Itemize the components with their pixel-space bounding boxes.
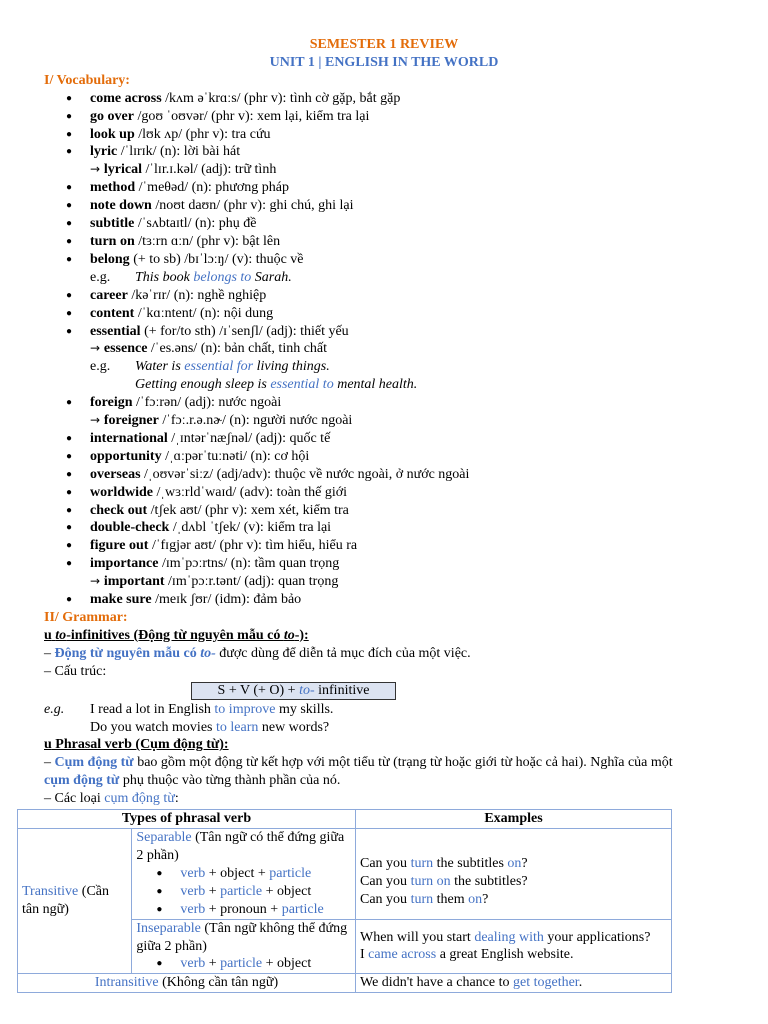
to-infinitives-heading: u to-infinitives (Động từ nguyên mẫu có to-):	[44, 627, 309, 643]
vocab-item: → important /ɪmˈpɔːr.tənt/ (adj): quan trọng	[90, 574, 339, 590]
list-item: ● verb + object + particle	[180, 865, 351, 883]
vocab-item: ● international /ˌɪntərˈnæʃnəl/ (adj): quốc tế	[90, 430, 768, 448]
vocab-item: → essence /ˈes.əns/ (n): bản chất, tinh chất	[90, 341, 328, 357]
vocabulary-list	[0, 90, 768, 269]
vocab-item: ● importance /ɪmˈpɔːrtns/ (n): tầm quan trọng	[90, 555, 768, 573]
inseparable-patterns	[136, 955, 351, 973]
structure-label: – Cấu trúc:	[44, 663, 107, 679]
vocab-item: ● foreign /ˈfɔːrən/ (adj): nước ngoài	[90, 394, 768, 412]
vocab-item: ● look up /lʊk ʌp/ (phr v): tra cứu	[90, 126, 768, 144]
vocab-item: ● go over /goʊ ˈoʊvər/ (phr v): xem lại, kiểm tra lại	[90, 108, 768, 126]
phrasal-verb-definition-2: cụm động từ phụ thuộc vào từng thành phần của nó.	[44, 773, 341, 789]
phrasal-verb-definition: – Cụm động từ bao gồm một động từ kết hợp với một tiểu từ (trạng từ hoặc giới từ hoặc cả hai). Nghĩa của một	[44, 755, 673, 771]
grammar-heading: II/ Grammar:	[44, 610, 128, 625]
vocab-item: ● check out /tʃek aʊt/ (phr v): xem xét, kiểm tra	[90, 502, 768, 520]
list-item: ● verb + particle + object	[180, 883, 351, 901]
separable-cell: Separable (Tân ngữ có thể đứng giữa 2 phần) ● verb + object + particle ● verb + particle + object ● verb + pronoun + particle	[132, 829, 356, 920]
phrasal-verb-table	[17, 809, 672, 993]
example-essential: e.g. Water is essential for living things. Getting enough sleep is essential to mental health.	[90, 359, 418, 393]
unit-title: UNIT 1 | ENGLISH IN THE WORLD	[269, 54, 499, 70]
formula-box: S + V (+ O) + to- infinitive	[191, 682, 396, 700]
vocab-item: ● lyric /ˈlɪrɪk/ (n): lời bài hát	[90, 143, 768, 161]
vocab-item: → foreigner /ˈfɔː.r.ə.nɚ/ (n): người nước ngoài	[90, 413, 353, 429]
vocab-item: ● make sure /meɪk ʃʊr/ (idm): đảm bảo	[90, 591, 768, 609]
intransitive-example-cell: We didn't have a chance to get together.	[356, 974, 672, 993]
example-line: Can you turn them on?	[360, 891, 489, 907]
arrow-right-icon: →	[90, 162, 104, 177]
vocab-item: ● overseas /ˌoʊvərˈsiːz/ (adj/adv): thuộc về nước ngoài, ở nước ngoài	[90, 466, 768, 484]
table-header-types: Types of phrasal verb	[18, 810, 356, 829]
to-infinitive-example-2: Do you watch movies to learn new words?	[90, 719, 330, 735]
arrow-right-icon: →	[90, 341, 104, 356]
vocab-item: ● figure out /ˈfɪgjər aʊt/ (phr v): tìm hiểu, hiểu ra	[90, 537, 768, 555]
transitive-cell: Transitive (Cần tân ngữ)	[18, 829, 132, 974]
vocab-item: ● worldwide /ˌwɜːrldˈwaɪd/ (adv): toàn thế giới	[90, 484, 768, 502]
vocab-item: ● belong (+ to sb) /bɪˈlɔːŋ/ (v): thuộc về	[90, 251, 768, 269]
vocab-item: ● turn on /tɜːrn ɑːn/ (phr v): bật lên	[90, 233, 768, 251]
document-page	[0, 36, 768, 993]
phrasal-verb-heading: u Phrasal verb (Cụm động từ):	[44, 737, 229, 753]
vocab-item: ● note down /noʊt daʊn/ (phr v): ghi chú, ghi lại	[90, 197, 768, 215]
vocabulary-heading: I/ Vocabulary:	[44, 72, 130, 88]
vocabulary-list-3	[0, 394, 768, 609]
arrow-right-icon: →	[90, 574, 104, 589]
vocab-item: ● essential (+ for/to sth) /ɪˈsenʃl/ (adj): thiết yếu	[90, 323, 768, 341]
phrasal-verb-types-label: – Các loại cụm động từ:	[44, 791, 179, 807]
document-title: SEMESTER 1 REVIEW	[309, 37, 459, 52]
vocab-item: → lyrical /ˈlɪr.ɪ.kəl/ (adj): trữ tình	[90, 162, 277, 178]
to-infinitives-usage: – Động từ nguyên mẫu có to- được dùng để diễn tả mục đích của một việc.	[44, 645, 471, 661]
intransitive-cell: Intransitive (Không cần tân ngữ)	[18, 974, 356, 993]
vocab-item: ● double-check /ˌdʌbl ˈtʃek/ (v): kiểm tra lại	[90, 519, 768, 537]
separable-patterns	[136, 865, 351, 919]
example-line: Can you turn the subtitles on?	[360, 855, 528, 871]
inseparable-cell: Inseparable (Tân ngữ không thể đứng giữa 2 phần) ● verb + particle + object	[132, 919, 356, 974]
vocabulary-list-2	[0, 287, 768, 359]
list-item: ● verb + pronoun + particle	[180, 901, 351, 919]
to-infinitive-example-1: e.g. I read a lot in English to improve my skills.	[44, 701, 334, 717]
arrow-right-icon: →	[90, 413, 104, 428]
vocab-item: ● subtitle /ˈsʌbtaɪtl/ (n): phụ đề	[90, 215, 768, 233]
vocab-item: ● content /ˈkɑːntent/ (n): nội dung	[90, 305, 768, 323]
vocab-item: ● career /kəˈrɪr/ (n): nghề nghiệp	[90, 287, 768, 305]
vocab-item: ● opportunity /ˌɑːpərˈtuːnəti/ (n): cơ hội	[90, 448, 768, 466]
inseparable-examples-cell: When will you start dealing with your applications? I came across a great English website.	[356, 919, 672, 974]
list-item: ● verb + particle + object	[180, 955, 351, 973]
example-belong: e.g. This book belongs to Sarah.	[90, 269, 292, 285]
vocab-item: ● come across /kʌm əˈkrɑːs/ (phr v): tình cờ gặp, bắt gặp	[90, 90, 768, 108]
separable-examples-cell	[356, 829, 672, 920]
table-header-examples: Examples	[356, 810, 672, 829]
vocab-item: ● method /ˈmeθəd/ (n): phương pháp	[90, 179, 768, 197]
example-line: Can you turn on the subtitles?	[360, 873, 528, 889]
